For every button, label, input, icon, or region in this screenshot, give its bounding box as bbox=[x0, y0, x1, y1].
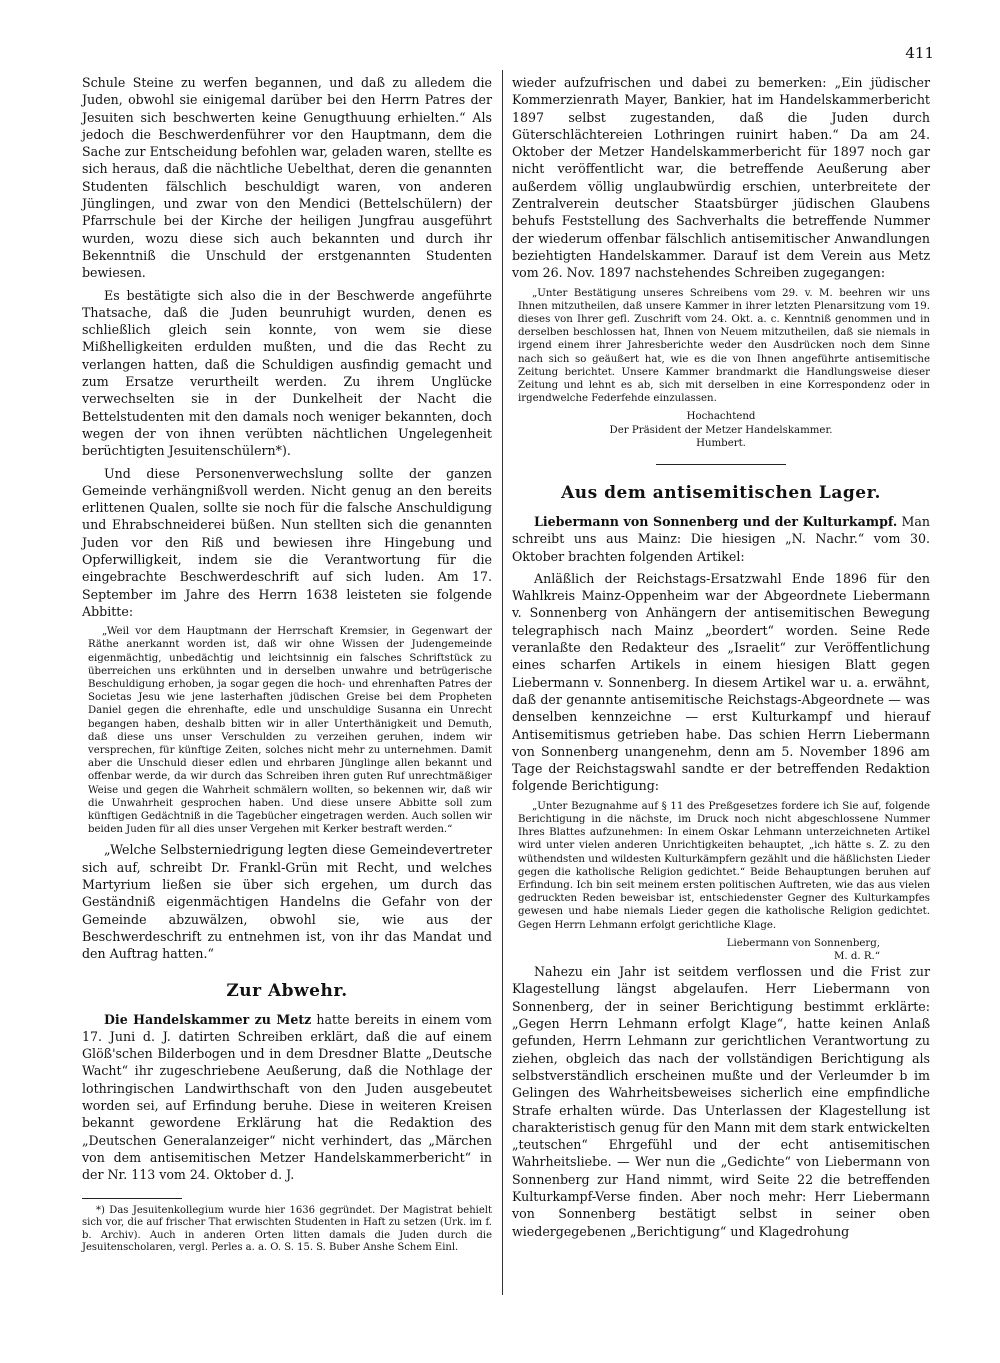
left-column bbox=[82, 74, 492, 1260]
left-quote-abbitte: „Weil vor dem Hauptmann der Herrschaft Kremsier, in Gegenwart der Räthe anerkannt worden ist, daß wir ohne Wissen der Judengemeinde eigenmächtig, unbedächtig und leichtsinnig ein falsches Schriftstück zu überreichen uns erkühnten und in derselben unwahre und betrügerische Beschuldigung erhoben, ja sogar gegen die hoch- und ehrenhaften Patres der Societas Jesu wie jene lasterhaften jüdischen Greise bei dem Propheten Daniel gegen die ehrenhafte, edle und unschuldige Susanna ein Unrecht begangen haben, deshalb bitten wir in aller Unterthänigkeit und Demuth, daß diese uns unser Verschulden zu verzeihen geruhen, indem wir versprechen, für künftige Zeiten, solches nicht mehr zu unternehmen. Damit aber die Unschuld dieser edlen und ehrbaren Jünglinge allen bekannt und offenbar werde, da wir durch das Schreiben ihren guten Ruf unrechtmäßiger Weise und gegen die Wahrheit schmälern wollten, so bekennen wir, daß wir die Unwahrheit gesprochen haben. Und diese unsere Abbitte soll zum künftigen Gedächtniß in die Tagebücher eingetragen werden. Auch sollen wir beiden Juden für all dies unser Vergehen mit Kerker bestraft werden.“ bbox=[88, 626, 492, 836]
section-title-lager: Aus dem antisemitischen Lager. bbox=[561, 483, 881, 503]
left-paragraph-5 bbox=[82, 1011, 492, 1184]
right-paragraph-4: Nahezu ein Jahr ist seitdem verflossen und die Frist zur Klagestellung längst abgelaufen. Herr Liebermann von Sonnenberg, der in seiner Berichtigung bestimmt erklärte: „Gegen Herrn Lehmann erfolgt Klage“, hatte keinen Anlaß gefunden, Herrn Lehmann zur gerichtlichen Verantwortung zu ziehen, obgleich das nach der vollständigen Berichtigung als selbstverständlich erscheinen mußte und der Verleumder b im Gelingen des Wahrheitsbeweises sicherlich eine empfindliche Strafe erhalten würde. Das Unterlassen der Klagestellung ist charakteristisch genug für den Mann mit dem stark entwickelten „teutschen“ Ehrgefühl und der echt antisemitischen Wahrheitsliebe. — Wer nun die „Gedichte“ von Liebermann von Sonnenberg zur Hand nimmt, wird Seite 22 die betreffenden Kulturkampf-Verse finden. Aber noch mehr: Herr Liebermann von Sonnenberg bestätigt selbst in seiner oben wiedergegebenen „Berichtigung“ und Klagedrohung bbox=[512, 964, 930, 1239]
right-quote-berichtigung: „Unter Bezugnahme auf § 11 des Preßgesetzes fordere ich Sie auf, folgende Berichtigung in die nächste, im Druck noch nicht abgeschlossene Nummer Ihres Blattes aufzunehmen: In einem Oskar Lehmann unterzeichneten Artikel wird unter vielen anderen Unrichtigkeiten behauptet, „ich hätte s. Z. zu den wüthendsten und wildesten Kulturkämpfern gezählt und die häßlichsten Lieder gegen die katholische Religion gedichtet.“ Beide Behauptungen beruhen auf Erfindung. Ich bin seit meinem ersten politischen Auftreten, wie das aus vielen gedruckten Reden beweisbar ist, entschiedenster Gegner des Kulturkampfes gewesen und habe niemals Lieder gegen die katholische Religion gedichtet. Gegen Herrn Lehmann erfolgt gerichtliche Klage. bbox=[518, 800, 930, 931]
section-title-abwehr: Zur Abwehr. bbox=[226, 980, 348, 1001]
right-paragraph-2 bbox=[512, 513, 930, 565]
left-paragraph-4: „Welche Selbsterniedrigung legten diese Gemeindevertreter sich auf, schreibt Dr. Frankl-Grün mit Recht, und welches Martyrium ließen sie über sich ergehen, um durch das Geständniß eigenmächtigen Handelns die Gefahr von der Gemeinde abzuwälzen, obwohl sie, wie aus der Beschwerdeschrift zu entnehmen ist, von ihr das Mandat und den Auftrag hatten.“ bbox=[82, 842, 492, 962]
signature-liebermann: Liebermann von Sonnenberg, bbox=[726, 937, 880, 949]
signature-title: Der Präsident der Metzer Handelskammer. bbox=[609, 424, 833, 436]
left-paragraph-1: Schule Steine zu werfen begannen, und daß zu alledem die Juden, obwohl sie einigemal darüber bei den Herrn Patres der Jesuiten sich beschwerten keine Genugthuung erhielten.“ Als jedoch die Beschwerdenführer vor den Hauptmann, dem die Sache zur Entscheidung befohlen war, geladen waren, stellte es sich heraus, daß die nächtliche Uebelthat, deren die genannten Studenten fälschlich beschuldigt waren, von anderen Jünglingen, und zwar von den Mendici (Bettelschülern) der Pfarrschule bei der Kirche der heiligen Jungfrau ausgeführt wurden, wozu diese sich auch bekannten und durch ihr Bekenntniß die Unschuld der erstgenannten Studenten bewiesen. bbox=[82, 75, 492, 281]
left-paragraph-5-lead: Die Handelskammer zu Metz bbox=[104, 1011, 312, 1027]
footnote-rule bbox=[82, 1198, 182, 1199]
signature-greeting: Hochachtend bbox=[686, 411, 756, 423]
right-paragraph-3: Anläßlich der Reichstags-Ersatzwahl Ende 1896 für den Wahlkreis Mainz-Oppenheim war der Abgeordnete Liebermann v. Sonnenberg von Anhängern der antisemitischen Bewegung telegraphisch nach Mainz „beordert“ worden. Seine Rede veranlaßte den Redakteur des „Israelit“ zur Veröffentlichung eines scharfen Artikels in einem hiesigen Blatt gegen Liebermann v. Sonnenberg. In diesem Artikel war u. a. erwähnt, daß der genannte antisemitische Reichstags-Abgeordnete — was denselben kennzeichne — erst Kulturkampf und hierauf Antisemitismus getrieben habe. Das schien Herrn Liebermann von Sonnenberg unangenehm, denn am 5. November 1896 am Tage der Reichstagswahl sandte er der betreffenden Redaktion folgende Berichtigung: bbox=[512, 570, 930, 794]
right-paragraph-1: wieder aufzufrischen und dabei zu bemerken: „Ein jüdischer Kommerzienrath Mayer, Bankier, hat im Handelskammerbericht 1897 selbst zugestanden, daß die Juden durch Güterschlächtereien Lothringen ruinirt haben.“ Da am 24. Oktober der Metzer Handelskammerbericht für 1897 noch gar nicht veröffentlicht war, die betreffende Aeußerung aber außerdem völlig unglaubwürdig erschien, unterbreitete der Zentralverein deutscher Staatsbürger jüdischen Glaubens behufs Feststellung des Sachverhalts die betreffende Nummer der wiederum offenbar fälschlich antisemitischer Anwandlungen beziehtigten Handelskammer. Darauf ist dem Verein aus Metz vom 26. Nov. 1897 nachstehendes Schreiben zugegangen: bbox=[512, 75, 930, 281]
footnote: *) Das Jesuitenkollegium wurde hier 1636 gegründet. Der Magistrat behielt sich vor, die auf frischer That erwischten Studenten in Haft zu setzen (Urk. im f. b. Archiv). Auch in anderen Orten litten damals die Juden durch die Jesuitenscholaren, vergl. Perles a. a. O. S. 15. S. Buber Anshe Schem Einl. bbox=[82, 1204, 492, 1254]
signature-mdr: M. d. R.“ bbox=[833, 950, 880, 962]
right-paragraph-2-text: Man schreibt uns aus Mainz: Die hiesigen „N. Nachr.“ vom 30. Oktober brachten folgenden Artikel: bbox=[512, 514, 930, 564]
section-separator bbox=[656, 464, 786, 465]
page-number: 411 bbox=[905, 44, 934, 62]
left-paragraph-3: Und diese Personenverwechslung sollte der ganzen Gemeinde verhängnißvoll werden. Nicht genug an den bereits erlittenen Qualen, sollte sie noch für die falsche Anschuldigung und Ehrabschneiderei büßen. Nun stellten sich die genannten Juden vor den Riß und bewiesen ihre Hingebung und Opferwilligkeit, indem sie die Verantwortung für die eingebrachte Beschwerdeschrift auf sich luden. Am 17. September im Jahre des Herrn 1638 leisteten sie folgende Abbitte: bbox=[82, 465, 492, 619]
right-paragraph-2-lead: Liebermann von Sonnenberg und der Kulturkampf. bbox=[534, 514, 898, 529]
signature-name: Humbert. bbox=[696, 437, 746, 449]
left-paragraph-2: Es bestätigte sich also die in der Beschwerde angeführte Thatsache, daß die Juden beunruhigt wurden, denen es schließlich gleich sein konnte, von wem sie diese Mißhelligkeiten erdulden mußten, und die das Recht zu verlangen hatten, daß die Schuldigen ausfindig gemacht und zum Ersatze verurtheilt werden. Zu ihrem Unglücke verwechselten sie in der Dunkelheit der Nacht die Bettelstudenten mit den damals noch weniger bekannten, doch wegen der von ihnen verübten nächtlichen Ungelegenheit berüchtigten Jesuitenschülern*). bbox=[82, 287, 492, 459]
column-divider bbox=[502, 70, 503, 1295]
left-paragraph-5-text: hatte bereits in einem vom 17. Juni d. J. datirten Schreiben erklärt, daß die auf einem Glöß'schen Bilderbogen und in dem Dresdner Blatte „Deutsche Wacht“ ihr zugeschriebene Aeußerung, daß die Nothlage der lothringischen Landwirthschaft von den Juden ausgebeutet worden sei, auf Erfindung beruhe. Diese in weiteren Kreisen bekannt gewordene Erklärung hat die Redaktion des „Deutschen Generalanzeiger“ nicht verhindert, das „Märchen von dem antisemitischen Metzer Handelskammerbericht“ in der Nr. 113 vom 24. Oktober d. J. bbox=[82, 1011, 493, 1183]
right-quote-handelskammer: „Unter Bestätigung unseres Schreibens vom 29. v. M. beehren wir uns Ihnen mitzutheilen, daß unsere Kammer in ihrer letzten Plenarsitzung vom 19. dieses von Ihrer gefl. Zuschrift vom 24. Okt. a. c. Kenntniß genommen und in derselben beschlossen hat, Ihnen von Neuem mitzutheilen, daß sie niemals in irgend einem ihrer Jahresberichte weder den Ausdrücken noch dem Sinne nach sich so geäußert hat, wie es die von Ihnen angeführte antisemitische Zeitung berichtet. Unsere Kammer brandmarkt die Handlungsweise dieser Zeitung und lehnt es ab, sich mit derselben in eine Korrespondenz oder in irgendwelche Federfehde einzulassen. bbox=[518, 287, 930, 405]
right-column bbox=[512, 74, 930, 1245]
